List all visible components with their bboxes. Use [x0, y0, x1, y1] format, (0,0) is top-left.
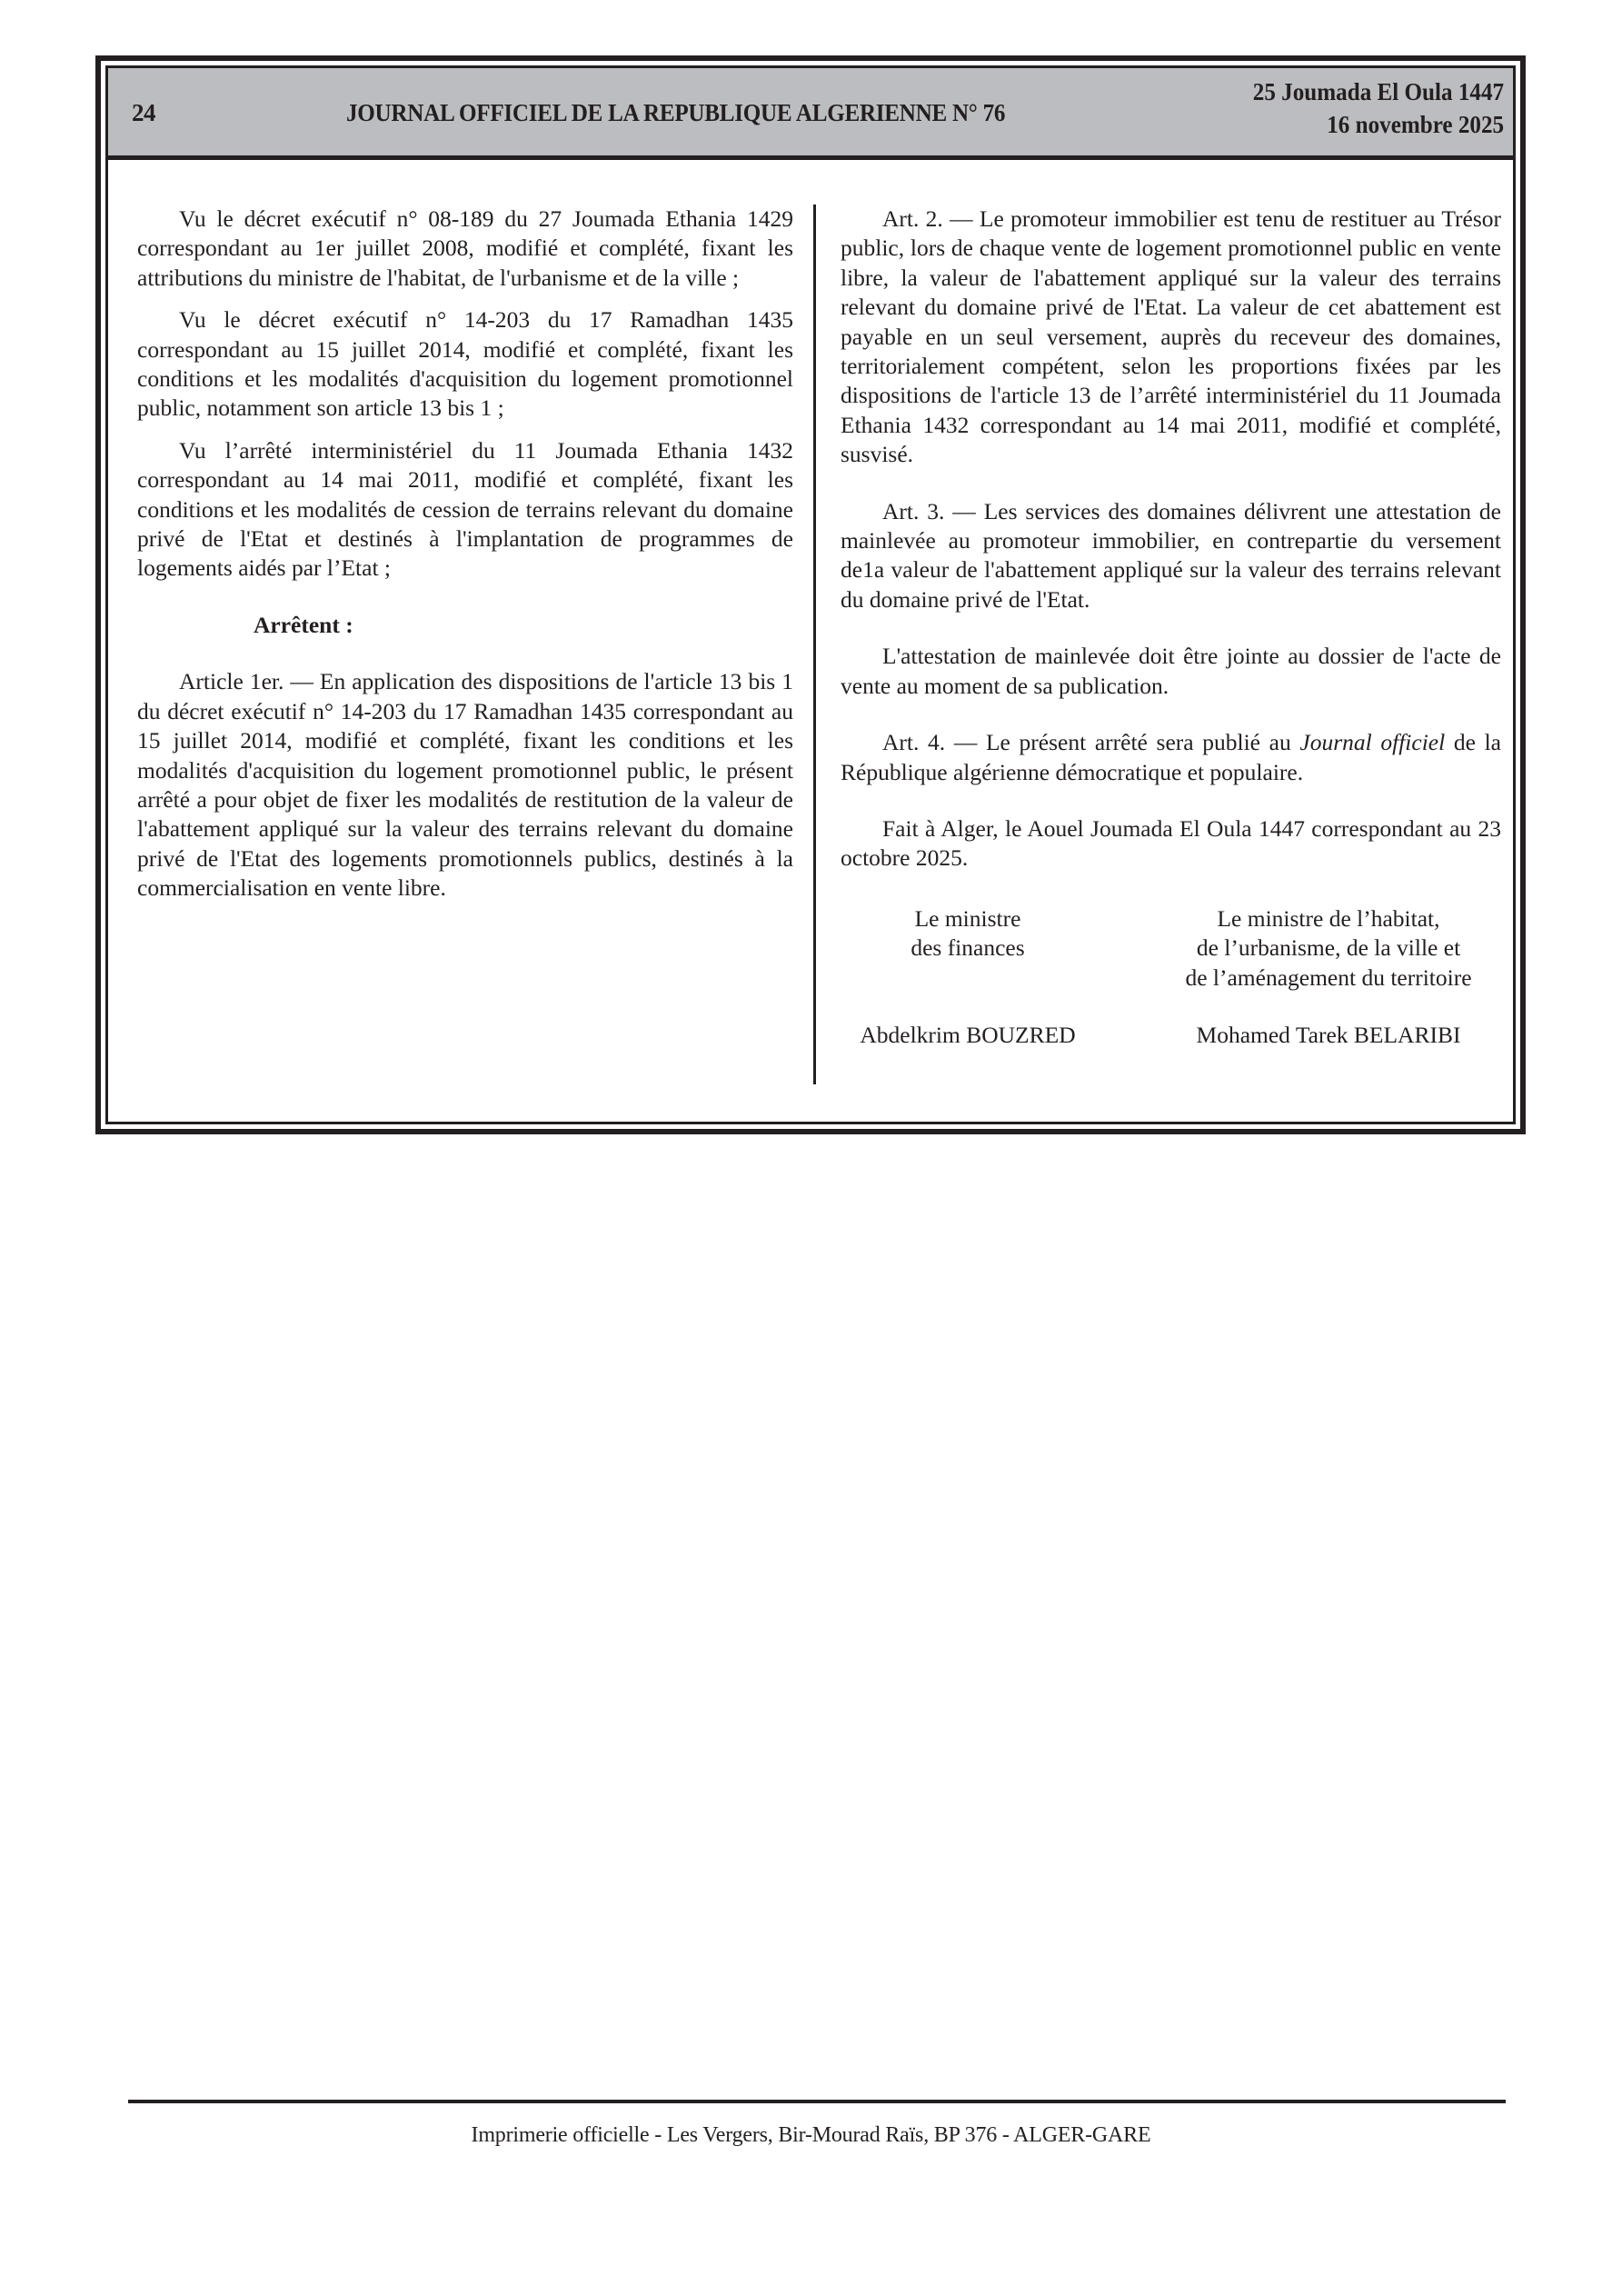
article-4: [841, 728, 1501, 787]
printer-imprint: Imprimerie officielle - Les Vergers, Bir-Mourad Raïs, BP 376 - ALGER-GARE: [471, 2123, 1151, 2147]
journal-title: JOURNAL OFFICIEL DE LA REPUBLIQUE ALGERIENNE N° 76: [346, 99, 1006, 126]
article-3-continuation: L'attestation de mainlevée doit être jointe au dossier de l'acte de vente au moment de sa publication.: [841, 643, 1501, 699]
article-2: Art. 2. — Le promoteur immobilier est tenu de restituer au Trésor public, lors de chaque vente de logement promotionnel public en vente libre, la valeur de l'abattement appliqué sur la valeur des terrains relevant du domaine privé de l'Etat. La valeur de cet abattement est payable en un seul versement, auprès du receveur des domaines, territorialement compétent, selon les proportions fixées par les dispositions de l'article 13 de l’arrêté interministériel du 11 Joumada Ethania 1432 correspondant au 14 mai 2011, modifié et complété, susvisé.: [841, 205, 1501, 468]
signatory-name: Abdelkrim BOUZRED: [860, 1021, 1076, 1048]
page-frame-inner: [105, 65, 1516, 1124]
left-column: [137, 205, 793, 916]
signatory-title: [1156, 904, 1501, 993]
header-dates: [1234, 75, 1504, 141]
journal-officiel-italic: Journal officiel: [1299, 729, 1446, 756]
footer-rule: [128, 2100, 1506, 2103]
signatory-title: [841, 904, 1095, 993]
article-4-prefix: Art. 4. — Le présent arrêté sera publié au: [882, 729, 1300, 756]
gregorian-date: 16 novembre 2025: [1327, 111, 1504, 138]
visa-paragraph: Vu le décret exécutif n° 14-203 du 17 Ramadhan 1435 correspondant au 15 juillet 2014, modifié et complété, fixant les conditions et les modalités d'acquisition du logement promotionnel public, notamment son article 13 bis 1 ;: [137, 306, 793, 422]
right-column: [841, 205, 1501, 1050]
signatory-name: Mohamed Tarek BELARIBI: [1196, 1021, 1461, 1048]
signatory-title-line: des finances: [911, 934, 1025, 962]
hijri-date: 25 Joumada El Oula 1447: [1252, 78, 1504, 105]
done-at: Fait à Alger, le Aouel Joumada El Oula 1447 correspondant au 23 octobre 2025.: [841, 814, 1501, 872]
article-4-suffix: de la République algérienne démocratique et populaire.: [841, 729, 1502, 785]
signatory-housing: [1156, 904, 1501, 1050]
signatory-title-line: de l’urbanisme, de la ville et: [1196, 934, 1461, 962]
signatory-title-line: Le ministre de l’habitat,: [1217, 904, 1440, 932]
page-number: 24: [132, 99, 155, 126]
article-1: Article 1er. — En application des dispositions de l'article 13 bis 1 du décret exécutif n° 14-203 du 17 Ramadhan 1435 correspondant au 15 juillet 2014, modifié et complété, fixant les conditions et les modalités d'acquisition du logement promotionnel public, le présent arrêté a pour objet de fixer les modalités de restitution de la valeur de l'abattement appliqué sur la valeur des terrains relevant du domaine privé de l'Etat des logements promotionnels publics, destinés à la commercialisation en vente libre.: [137, 668, 793, 902]
decision-heading: Arrêtent :: [254, 611, 353, 638]
signatory-finance: [841, 904, 1095, 1050]
visa-paragraph: Vu le décret exécutif n° 08-189 du 27 Joumada Ethania 1429 correspondant au 1er juillet 2008, modifié et complété, fixant les attributions du ministre de l'habitat, de l'urbanisme et de la ville ;: [137, 205, 793, 291]
signatory-title-line: Le ministre: [914, 904, 1021, 932]
article-3: Art. 3. — Les services des domaines délivrent une attestation de mainlevée au promoteur immobilier, en contrepartie du versement de1a valeur de l'abattement appliqué sur la valeur des terrains relevant du domaine privé de l'Etat.: [841, 497, 1501, 613]
journal-header: [108, 68, 1513, 160]
signatures-block: [841, 904, 1501, 1050]
page-frame-outer: [95, 55, 1526, 1134]
signatory-title-line: de l’aménagement du territoire: [1185, 963, 1472, 991]
visa-paragraph: Vu l’arrêté interministériel du 11 Joumada Ethania 1432 correspondant au 14 mai 2011, modifié et complété, fixant les conditions et les modalités de cession de terrains relevant du domaine privé de l'Etat et destinés à l'implantation de programmes de logements aidés par l’Etat ;: [137, 436, 793, 582]
column-divider: [813, 205, 816, 1084]
